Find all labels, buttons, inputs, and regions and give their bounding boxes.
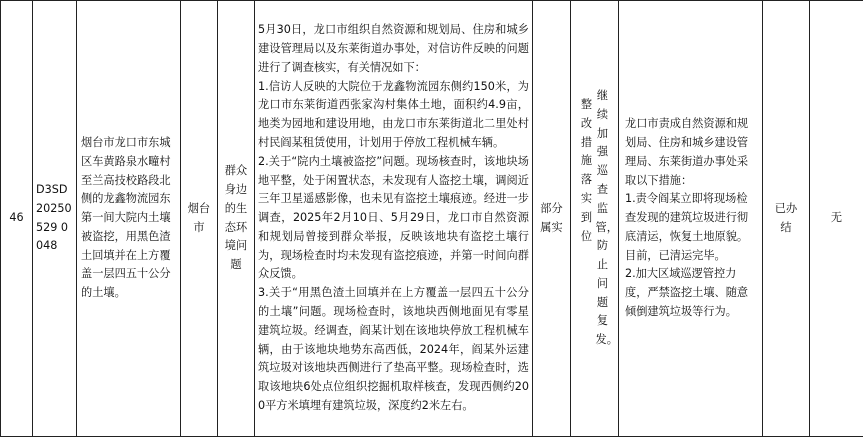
rectification-goal-col1: 整改措施落实到位 [580,97,593,243]
rectification-measures [619,1,763,437]
row-index: 46 [1,1,33,437]
measures-paragraph: 1.责令阎某立即将现场检查发现的建筑垃圾进行彻底清运，恢复土地原貌。目前，已清运完毕。 [625,192,749,262]
verification-paragraph: 1.信访人反映的大院位于龙鑫物流园东侧约150米，为龙口市东莱街道西张家沟村集体土地，面积约4.9亩，地类为园地和建设用地，由龙口市东莱街道北二里处村村民阎某租赁使用，计划用于停放工程机械车辆。 [258,79,529,149]
verification-details [255,1,533,437]
accountability: 无 [810,1,863,437]
status-text: 已办结 [774,201,798,234]
verification-paragraph: 5月30日，龙口市组织自然资源和规划局、住房和城乡建设管理局以及东莱街道办事处，对信访件反映的问题进行了调查核实，有关情况如下： [258,23,529,74]
finding [533,1,571,437]
city [181,1,218,437]
measures-paragraph: 2.加大区域巡逻管控力度，严禁盗挖土壤、随意倾倒建筑垃圾等行为。 [625,267,749,319]
category-text: 群众身边的生态环境问题 [224,164,248,272]
verification-paragraph: 3.关于“用黑色渣土回填并在上方覆盖一层四五十公分的土壤”问题。现场检查时，该地块西侧地面见有零星建筑垃圾。经调查，阎某计划在该地块停放工程机械车辆，由于该地块地势东高西低，2024年，阎某外运建筑垃圾对该地块西侧进行了垫高平整。现场检查时，选取该地块6处点位组织挖掘机取样核查，发现西侧约200平方米填埋有建筑垃圾，深度约2米左右。 [258,286,529,413]
table-row [1,1,863,437]
city-text: 烟台市 [187,201,211,234]
complaint-content: 烟台市龙口市东城区车黄路泉水疃村至兰高技校路段北侧的龙鑫物流园东第一间大院内土壤被盗挖，用黑色渣土回填并在上方覆盖一层四五十公分的土壤。 [77,1,181,437]
case-id: D3SD20250529 0048 [33,1,77,437]
finding-text: 部分属实 [540,201,563,234]
rectification-goal-col2: 继续加强巡查监管，防止问题复发。 [595,88,618,347]
rectification-goal [571,1,619,437]
verification-paragraph: 2.关于“院内土壤被盗挖”问题。现场核查时，该地块场地平整，处于闲置状态，未发现有人盗挖土壤，调阅近三年卫星遥感影像，也未见有盗挖土壤痕迹。经进一步调查，2025年2月10日、5月29日，龙口市自然资源和规划局曾接到群众举报，反映该地块有盗挖土壤行为，现场检查时均未发现有盗挖痕迹，并第一时间向群众反馈。 [258,154,529,281]
status [763,1,810,437]
measures-paragraph: 龙口市责成自然资源和规划局、住房和城乡建设管理局、东莱街道办事处采取以下措施： [625,117,749,187]
rectification-goal-columns [574,87,618,350]
category [218,1,255,437]
